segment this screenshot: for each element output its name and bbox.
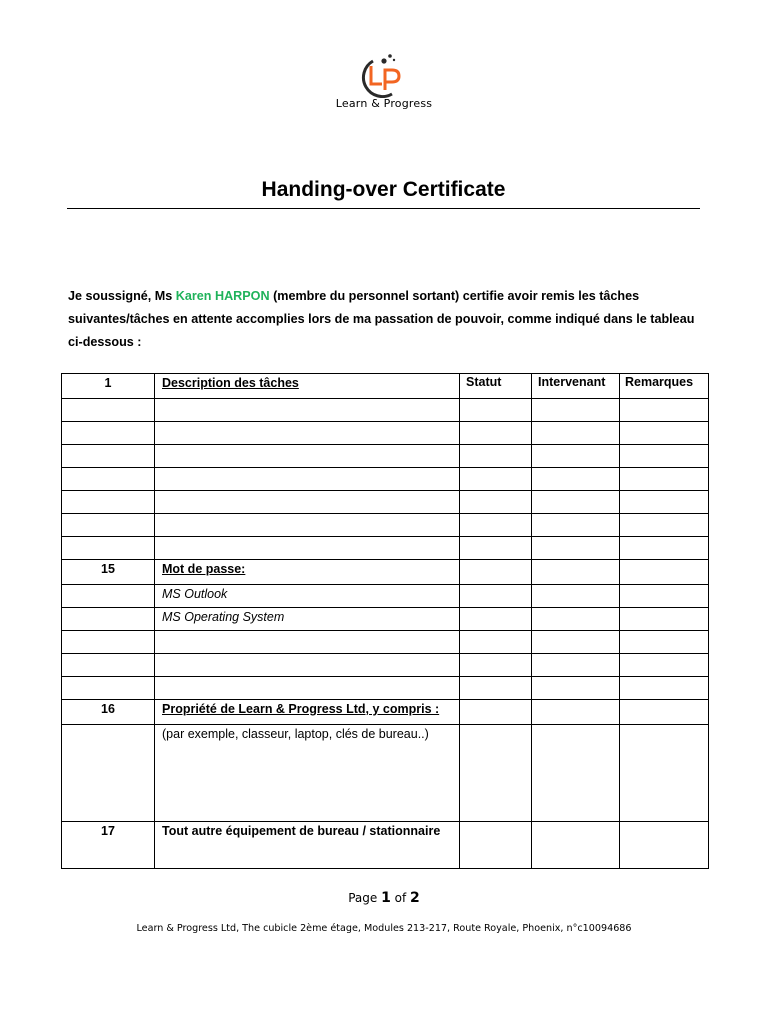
section-17-number: 17 xyxy=(62,822,155,869)
section-15-title: Mot de passe: xyxy=(155,560,460,585)
table-row xyxy=(62,677,709,700)
section-16-note: (par exemple, classeur, laptop, clés de bureau..) xyxy=(155,725,460,822)
table-row xyxy=(62,654,709,677)
header-description: Description des tâches xyxy=(155,374,460,399)
page-number: Page 1 of 2 xyxy=(348,890,420,906)
table-row xyxy=(62,537,709,560)
header-remarks: Remarques xyxy=(620,374,709,399)
table-row xyxy=(62,585,709,608)
section-16-row xyxy=(62,700,709,725)
employee-name: Karen HARPON xyxy=(175,289,270,303)
section-15-row xyxy=(62,560,709,585)
header-number: 1 xyxy=(62,374,155,399)
table-row xyxy=(62,491,709,514)
company-logo xyxy=(306,46,462,118)
title-divider xyxy=(67,208,700,209)
table-header-row xyxy=(62,374,709,399)
section-15-number: 15 xyxy=(62,560,155,585)
logo-text: Learn & Progress xyxy=(335,97,433,110)
page-title: Handing-over Certificate xyxy=(261,178,506,201)
table-row xyxy=(62,631,709,654)
table-row xyxy=(62,445,709,468)
header-intervenant: Intervenant xyxy=(532,374,620,399)
section-17-row xyxy=(62,822,709,869)
lp-logo-icon xyxy=(354,50,414,98)
table-row xyxy=(62,725,709,822)
handover-table xyxy=(61,373,709,869)
intro-paragraph xyxy=(68,285,708,354)
section-17-title: Tout autre équipement de bureau / stationnaire xyxy=(155,822,460,869)
table-row xyxy=(62,422,709,445)
table-row xyxy=(62,514,709,537)
header-status: Statut xyxy=(460,374,532,399)
intro-suffix: (membre du personnel sortant) certifie avoir remis les tâches suivantes/tâches en attente accomplies lors de ma passation de pouvoir, comme indiqué dans le tableau ci-dessous : xyxy=(68,289,695,349)
table-row xyxy=(62,468,709,491)
table-row xyxy=(62,608,709,631)
intro-prefix: Je soussigné, Ms xyxy=(68,289,176,303)
section-16-number: 16 xyxy=(62,700,155,725)
section-16-title: Propriété de Learn & Progress Ltd, y compris : xyxy=(155,700,460,725)
password-item-outlook: MS Outlook xyxy=(155,585,460,608)
password-item-os: MS Operating System xyxy=(155,608,460,631)
footer-address: Learn & Progress Ltd, The cubicle 2ème étage, Modules 213-217, Route Royale, Phoenix, n°c10094686 xyxy=(136,923,632,934)
table-row xyxy=(62,399,709,422)
